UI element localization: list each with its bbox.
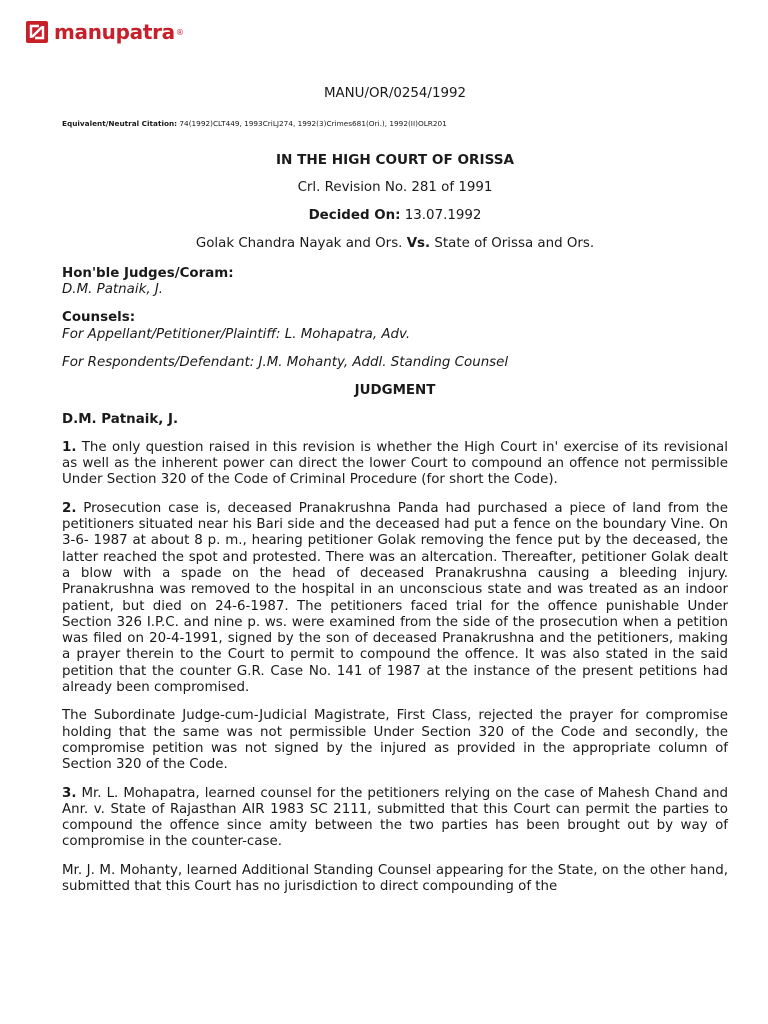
decided-on	[62, 208, 728, 224]
paragraph-text: Mr. L. Mohapatra, learned counsel for the petitioners relying on the case of Mahesh Chand and Anr. v. State of Rajasthan AIR 1983 SC 2111, submitted that this Court can permit the parties to compound the offence since amity between the two parties has been brought out by way of compromise in the counter-case.	[62, 785, 729, 850]
paragraph-number: 1.	[62, 439, 77, 455]
paragraph-1	[62, 440, 728, 489]
paragraph-3	[62, 786, 728, 851]
judgment-heading: JUDGMENT	[354, 383, 436, 399]
paragraph-text: Mr. J. M. Mohanty, learned Additional Standing Counsel appearing for the State, on the other hand, submitted that this Court has no jurisdiction to direct compounding of the	[62, 862, 728, 894]
counsel-appellant: For Appellant/Petitioner/Plaintiff: L. Mohapatra, Adv.	[62, 326, 411, 342]
judges-names: D.M. Patnaik, J.	[62, 282, 164, 298]
document-id: MANU/OR/0254/1992	[323, 86, 467, 101]
manupatra-logo-icon	[26, 21, 48, 43]
paragraph-text: Prosecution case is, deceased Pranakrushna Panda had purchased a piece of land from the petitioners situated near his Bari side and the deceased had put a fence on the boundary Vine. On 3-6- 1987 at about 8 p. m., hearing petitioner Golak removing the fence put by the deceased, the latter reached the spot and protested. There was an altercation. Thereafter, petitioner Golak dealt a blow with a spade on the head of deceased Pranakrushna causing a bleeding injury. Pranakrushna was removed to the hospital in an unconscious state and was treated as an indoor patient, but died on 24-6-1987. The petitioners faced trial for the offence punishable Under Section 326 I.P.C. and nine p. ws. were examined from the side of the prosecution when a petition was filed on 20-4-1991, signed by the son of deceased Pranakrushna and the petitioners, making a prayer therein to the Court to permit to compound the offence. It was also stated in the said petition that the counter G.R. Case No. 141 of 1987 at the instance of the present petitions had already been compromised.	[62, 500, 728, 696]
paragraph-number: 2.	[62, 500, 77, 516]
brand-name: manupatra	[54, 20, 175, 44]
case-number: Crl. Revision No. 281 of 1991	[297, 179, 493, 195]
citation-label: Equivalent/Neutral Citation:	[62, 119, 178, 129]
judges-label: Hon'ble Judges/Coram:	[62, 265, 234, 281]
manupatra-logo	[26, 20, 184, 44]
counsels-section	[62, 310, 728, 343]
decided-date: 13.07.1992	[404, 208, 482, 224]
paragraph-2	[62, 501, 728, 697]
judges-section	[62, 266, 728, 299]
citation-line	[62, 116, 728, 132]
decided-label: Decided On:	[308, 208, 401, 224]
document-body	[62, 86, 728, 895]
judgment-author: D.M. Patnaik, J.	[62, 411, 179, 427]
versus-label: Vs.	[406, 236, 431, 252]
paragraph-text: The only question raised in this revision is whether the High Court in' exercise of its revisional as well as the inherent power can direct the lower Court to compound an offence not permissible Under Section 320 of the Code of Criminal Procedure (for short the Code).	[62, 439, 728, 488]
counsels-label: Counsels:	[62, 310, 136, 326]
paragraph-text: The Subordinate Judge-cum-Judicial Magistrate, First Class, rejected the prayer for compromise holding that the same was not permissible Under Section 320 of the Code and secondly, the compromise petition was not signed by the injured as provided in the appropriate column of Section 320 of the Code.	[62, 708, 728, 773]
paragraph-2-continued	[62, 708, 728, 773]
court-name: IN THE HIGH COURT OF ORISSA	[275, 151, 515, 168]
paragraph-3-continued	[62, 863, 728, 896]
party-petitioner: Golak Chandra Nayak and Ors.	[195, 236, 403, 252]
brand-registered-mark: ®	[175, 27, 184, 37]
case-parties	[62, 236, 728, 252]
citation-value: 74(1992)CLT449, 1993CriLJ274, 1992(3)Crimes681(Ori.), 1992(II)OLR201	[179, 119, 447, 129]
paragraph-number: 3.	[62, 785, 77, 801]
party-respondent: State of Orissa and Ors.	[434, 236, 595, 252]
counsel-respondent: For Respondents/Defendant: J.M. Mohanty, Addl. Standing Counsel	[62, 354, 509, 370]
